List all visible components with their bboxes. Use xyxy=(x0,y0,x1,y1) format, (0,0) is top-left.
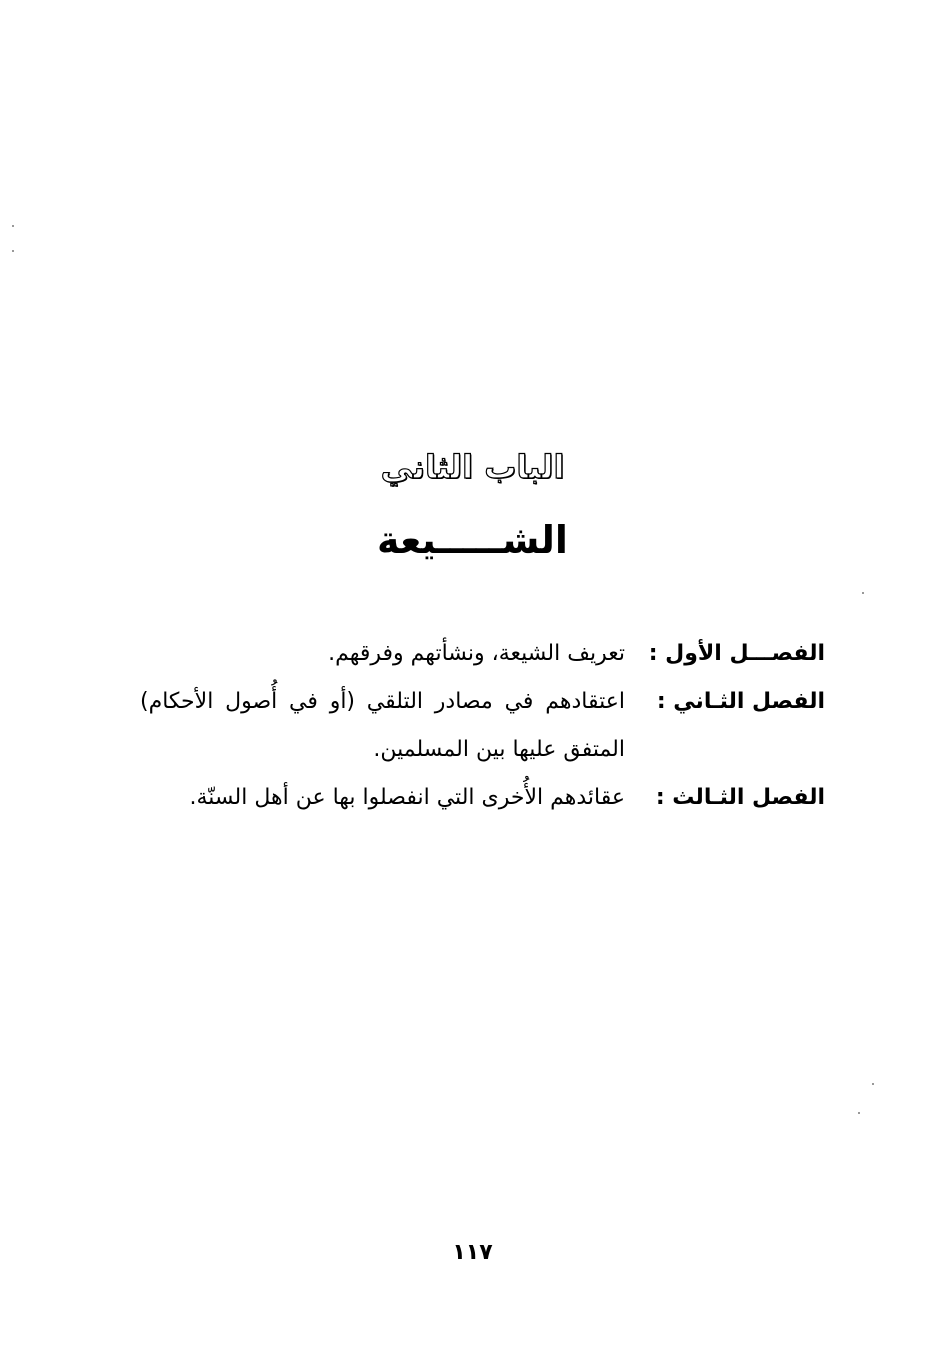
chapter-text: تعريف الشيعة، ونشأتهم وفرقهم. xyxy=(328,641,625,666)
scan-speck xyxy=(872,1083,874,1085)
chapter-text: اعتقادهم في مصادر التلقي (أو في أُصول الأحكام) المتفق عليها بين المسلمين. xyxy=(140,689,625,762)
main-title: الشـــــيعة xyxy=(377,518,568,562)
chapter-label: الفصل الثـاني : xyxy=(656,689,825,714)
chapter-list xyxy=(140,630,825,822)
scan-speck xyxy=(858,1112,860,1114)
scan-speck xyxy=(12,225,14,227)
chapter-item xyxy=(140,630,825,678)
part-title: الباب الثاني xyxy=(380,448,565,486)
chapter-text: عقائدهم الأُخرى التي انفصلوا بها عن أهل السنّة. xyxy=(189,785,625,810)
scan-speck xyxy=(12,250,14,252)
chapter-label: الفصـــل الأول : xyxy=(648,641,825,666)
page-number: ١١٧ xyxy=(452,1240,493,1265)
chapter-label: الفصل الثـالث : xyxy=(655,785,825,810)
scan-speck xyxy=(862,592,864,594)
chapter-item xyxy=(140,678,825,774)
chapter-item xyxy=(140,774,825,822)
